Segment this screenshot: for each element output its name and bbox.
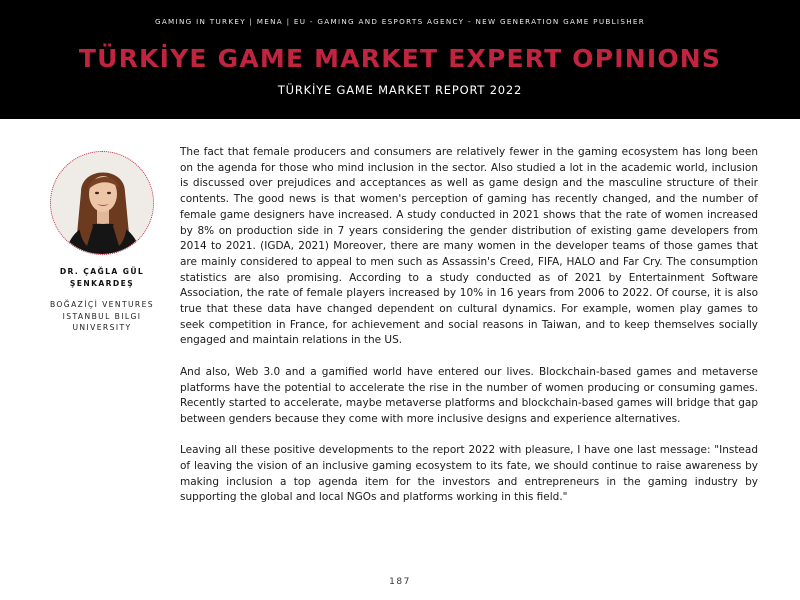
author-name-line2: ŞENKARDEŞ xyxy=(69,279,135,288)
affiliation-line3: UNIVERSITY xyxy=(72,323,132,332)
article-body xyxy=(180,145,758,522)
page-number: 187 xyxy=(389,577,411,587)
affiliation-line2: ISTANBUL BILGI xyxy=(62,311,142,321)
header-tagline: GAMING IN TURKEY | MENA | EU - GAMING AND ESPORTS AGENCY - NEW GENERATION GAME PUBLISHER xyxy=(154,17,646,26)
author-name xyxy=(40,266,164,290)
author-affiliation xyxy=(36,299,168,334)
article-paragraph: The fact that female producers and consumers are relatively fewer in the gaming ecosystem has long been on the agenda for those who mind inclusion in the sector. Also studied a lot in the academic world, inclusion is discussed over prejudices and acceptances as well as game design and the masculine structure of their contents. The good news is that women's perception of gaming has recently changed, and the number of female game designers have increased. A study conducted in 2021 shows that the rate of women increased by 8% on production side in 7 years considering the gender distribution of existing game developers from 2014 to 2021. (IGDA, 2021) Moreover, there are many women in the developer teams of those games that are mainly considered to appeal to men such as Assassin's Creed, FIFA, HALO and Far Cry. The consumption statistics are also promising. According to a study conducted as of 2021 by Entertainment Software Association, the rate of female players increased by 10% in 16 years from 2006 to 2022. Of course, it is also true that these data have changed dependent on cultural dynamics. For example, women play games to seek competition in France, for achievement and social reasons in Taiwan, and to keep themselves socially engaged and maintain relations in the US. xyxy=(180,146,758,347)
article-paragraph: Leaving all these positive developments to the report 2022 with pleasure, I have one last message: "Instead of leaving the vision of an inclusive gaming ecosystem to its fate, we should continue to raise awareness by making inclusion a top agenda item for the investors and entrepreneurs in the gaming industry by supporting the global and local NGOs and platforms working in this field." xyxy=(180,444,758,504)
page-header xyxy=(0,0,800,119)
author-portrait xyxy=(50,151,154,255)
author-name-line1: DR. ÇAĞLA GÜL xyxy=(59,267,145,276)
article-paragraph: And also, Web 3.0 and a gamified world have entered our lives. Blockchain-based games and metaverse platforms have the potential to accelerate the rise in the number of women producing or consuming games. Recently started to accelerate, maybe metaverse platforms and blockchain-based games will bridge that gap between genders because they come with more inclusive designs and experience alternatives. xyxy=(180,365,758,425)
affiliation-line1: BOĞAZİÇİ VENTURES xyxy=(49,300,155,309)
report-subtitle: TÜRKİYE GAME MARKET REPORT 2022 xyxy=(277,83,523,97)
page-title: TÜRKİYE GAME MARKET EXPERT OPINIONS xyxy=(78,44,722,73)
portrait-illustration xyxy=(51,152,154,255)
